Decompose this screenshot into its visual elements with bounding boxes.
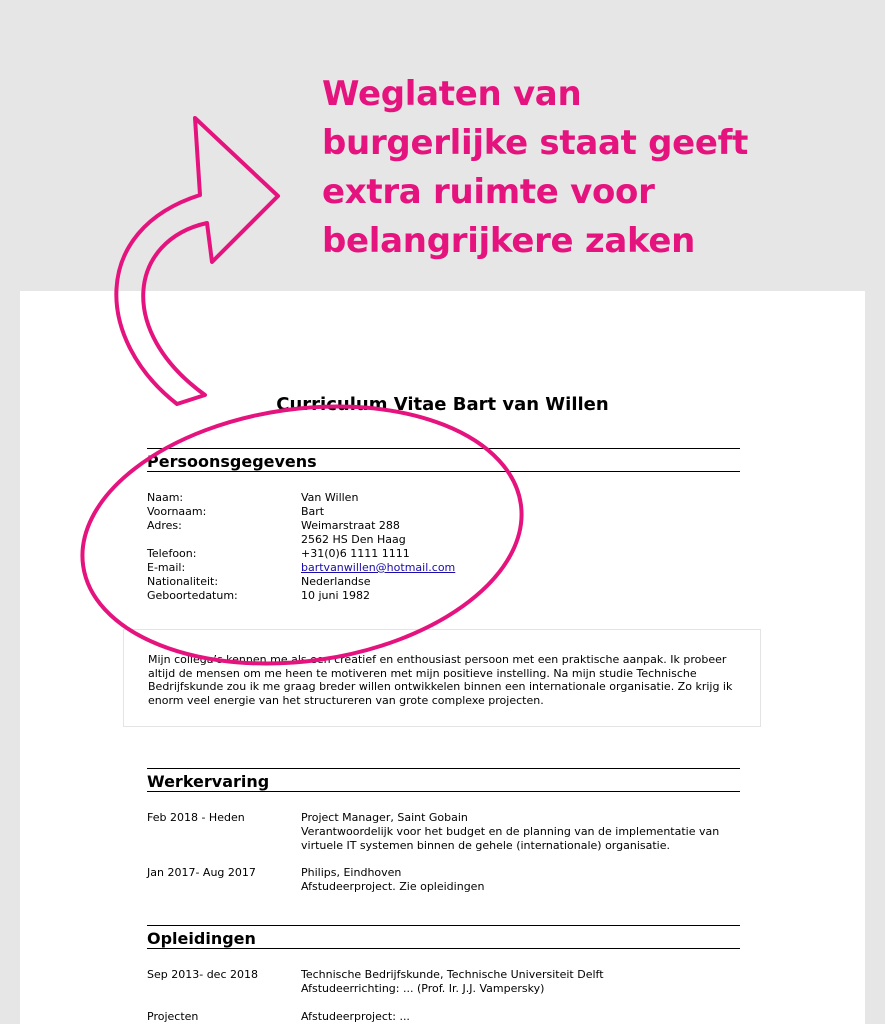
detail-label: Adres: [147, 519, 182, 532]
annotation-line: extra ruimte voor [322, 172, 655, 212]
entry-period: Sep 2013- dec 2018 [147, 968, 258, 981]
entry-title: Project Manager, Saint Gobain [301, 811, 468, 824]
detail-label: E-mail: [147, 561, 186, 574]
detail-value: +31(0)6 1111 1111 [301, 547, 410, 560]
detail-label: Naam: [147, 491, 184, 504]
entry-title: Technische Bedrijfskunde, Technische Universiteit Delft [301, 968, 604, 981]
detail-value: Weimarstraat 288 [301, 519, 400, 532]
entry-period: Jan 2017- Aug 2017 [147, 866, 256, 879]
section-title: Werkervaring [147, 772, 270, 791]
detail-value: 2562 HS Den Haag [301, 533, 406, 546]
detail-value: 10 juni 1982 [301, 589, 371, 602]
entry-period: Feb 2018 - Heden [147, 811, 245, 824]
cv-title: Curriculum Vitae Bart van Willen [276, 394, 609, 415]
detail-label: Voornaam: [147, 505, 207, 518]
highlight-ellipse [66, 379, 539, 690]
annotation-line: burgerlijke staat geeft [322, 123, 749, 163]
email-link[interactable]: bartvanwillen@hotmail.com [301, 561, 456, 574]
detail-label: Telefoon: [147, 547, 197, 560]
entry-description: Afstudeerproject. Zie opleidingen [301, 880, 485, 893]
detail-label: Geboortedatum: [147, 589, 238, 602]
detail-value: Nederlandse [301, 575, 371, 588]
section-title: Persoonsgegevens [147, 452, 317, 471]
section-title: Opleidingen [147, 929, 256, 948]
entry-title: Afstudeerproject: ... [301, 1010, 410, 1023]
annotation-line: belangrijkere zaken [322, 221, 696, 261]
annotation-line: Weglaten van [322, 74, 582, 114]
detail-value: Bart [301, 505, 325, 518]
entry-description: Afstudeerrichting: ... (Prof. Ir. J.J. Vampersky) [301, 982, 545, 995]
entry-title: Philips, Eindhoven [301, 866, 402, 879]
profile-summary: Mijn collega’s kennen me als een creatief en enthousiast persoon met een praktische aanpak. Ik probeer altijd de mensen om me heen te motiveren met mijn positieve instelling. Na mijn studie Technische Bedrijfskunde zou ik me graag breder willen ontwikkelen binnen een internationale organisatie. Zo krijg ik enorm veel energie van het structureren van grote complexe projecten. [123, 629, 761, 727]
entry-description: Verantwoordelijk voor het budget en de planning van de implementatie van virtuele IT systemen binnen de gehele (internationale) organisatie. [301, 825, 720, 852]
entry-period: Projecten [147, 1010, 199, 1023]
detail-label: Nationaliteit: [147, 575, 219, 588]
curved-arrow-icon [116, 118, 278, 404]
detail-value: Van Willen [301, 491, 359, 504]
